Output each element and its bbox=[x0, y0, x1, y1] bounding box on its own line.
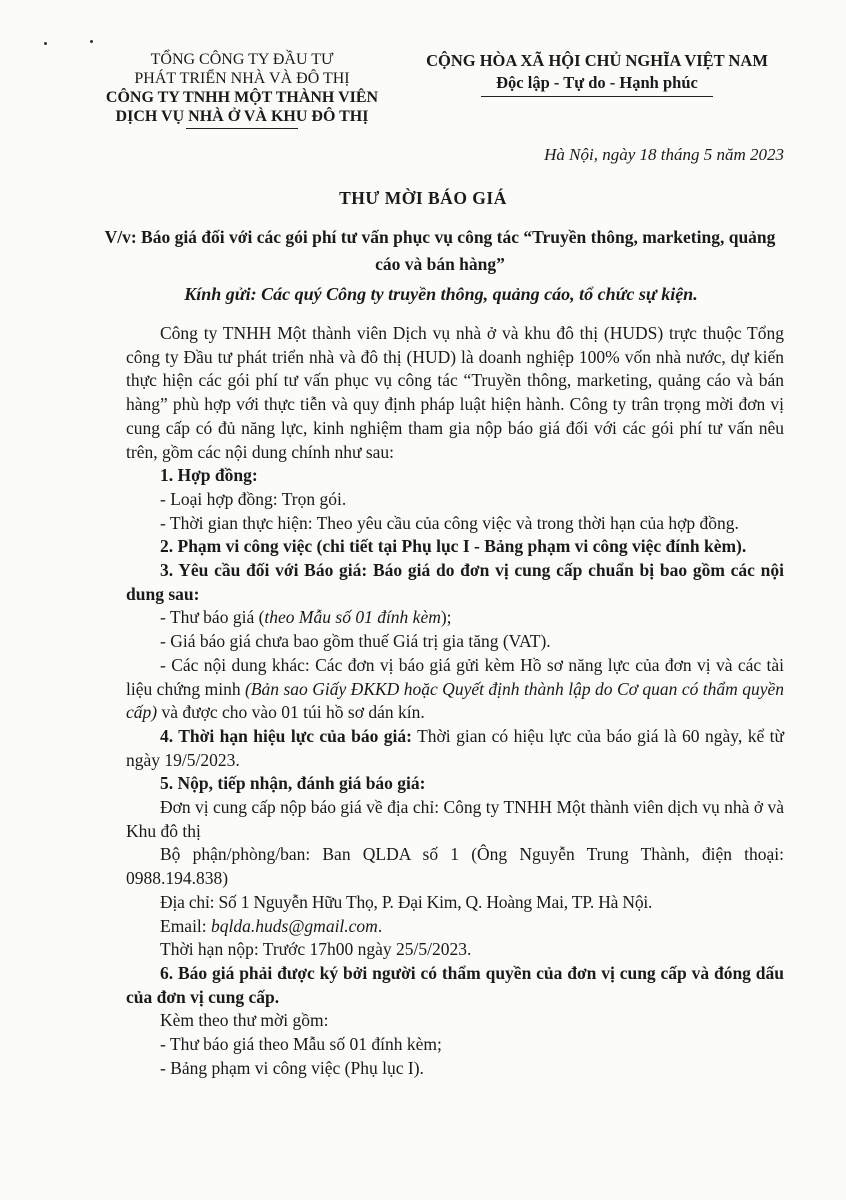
section-3-heading: 3. Yêu cầu đối với Báo giá: Báo giá do đơn vị cung cấp chuẩn bị bao gồm các nội dung sau: bbox=[126, 560, 784, 604]
company-name-line2: DỊCH VỤ NHÀ Ở VÀ KHU ĐÔ THỊ bbox=[115, 108, 369, 125]
section-1-duration: - Thời gian thực hiện: Theo yêu cầu của công việc và trong thời hạn của hợp đồng. bbox=[160, 512, 739, 533]
email-end: . bbox=[377, 915, 383, 936]
section-5-address-intro: Đơn vị cung cấp nộp báo giá về địa chỉ: Công ty TNHH Một thành viên dịch vụ nhà ở và Khu đô thị bbox=[126, 797, 784, 841]
section-3-item-3-italic: (Bản sao Giấy ĐKKD hoặc Quyết định thành lập do Cơ quan có thẩm quyền cấp) bbox=[126, 678, 785, 723]
recipient-line: Kính gửi: Các quý Công ty truyền thông, quảng cáo, tổ chức sự kiện. bbox=[184, 284, 698, 304]
section-3-item-3-text: - Các nội dung khác: Các đơn vị báo giá gửi kèm Hồ sơ năng lực của đơn vị và các tài liệu chứng minh bbox=[126, 654, 784, 699]
document-subject: V/v: Báo giá đối với các gói phí tư vấn phục vụ công tác “Truyền thông, marketing, quảng cáo và bán hàng” bbox=[104, 227, 776, 274]
section-2-heading: 2. Phạm vi công việc (chi tiết tại Phụ lục I - Bảng phạm vi công việc đính kèm). bbox=[160, 536, 747, 557]
company-name-line1: CÔNG TY TNHH MỘT THÀNH VIÊN bbox=[105, 89, 379, 106]
section-3-item-1-text: - Thư báo giá ( bbox=[160, 607, 265, 628]
parent-company-line1: TỔNG CÔNG TY ĐẦU TƯ bbox=[150, 51, 334, 68]
document-body bbox=[126, 322, 784, 1081]
intro-paragraph: Công ty TNHH Một thành viên Dịch vụ nhà ở và khu đô thị (HUDS) trực thuộc Tổng công ty Đầu tư phát triển nhà và đô thị (HUD) là doanh nghiệp 100% vốn nhà nước, dự kiến thực hiện các gói phí tư vấn phục vụ công tác “Truyền thông, marketing, quảng cáo và bán hàng” phù hợp với thực tiễn và quy định pháp luật hiện hành. Công ty trân trọng mời đơn vị cung cấp có đủ năng lực, kinh nghiệm tham gia nộp báo giá đối với các gói phí tư vấn nêu trên, gồm các nội dung chính như sau: bbox=[126, 323, 784, 462]
section-4-text: Thời gian có hiệu lực của báo giá là 60 ngày, kể từ ngày 19/5/2023. bbox=[126, 725, 784, 770]
section-3-item-2: - Giá báo giá chưa bao gồm thuế Giá trị gia tăng (VAT). bbox=[160, 631, 551, 652]
parent-company-line2: PHÁT TRIỂN NHÀ VÀ ĐÔ THỊ bbox=[134, 70, 350, 87]
section-5-address: Địa chỉ: Số 1 Nguyễn Hữu Thọ, P. Đại Kim, Q. Hoàng Mai, TP. Hà Nội. bbox=[160, 891, 653, 912]
section-1-contract-type: - Loại hợp đồng: Trọn gói. bbox=[160, 488, 347, 509]
email-address: bqlda.huds@gmail.com bbox=[211, 915, 378, 936]
section-5-department: Bộ phận/phòng/ban: Ban QLDA số 1 (Ông Nguyễn Trung Thành, điện thoại: 0988.194.838) bbox=[126, 844, 784, 889]
email-label: Email: bbox=[160, 915, 212, 936]
national-title: CỘNG HÒA XÃ HỘI CHỦ NGHĨA VIỆT NAM bbox=[426, 51, 768, 70]
section-6-heading: 6. Báo giá phải được ký bởi người có thẩm quyền của đơn vị cung cấp và đóng dấu của đơn vị cung cấp. bbox=[126, 962, 784, 1007]
section-4 bbox=[126, 725, 784, 772]
attachments-label: Kèm theo thư mời gồm: bbox=[160, 1010, 329, 1031]
section-3-item-3 bbox=[126, 654, 784, 725]
section-3-item-1 bbox=[126, 606, 784, 630]
section-5-heading: 5. Nộp, tiếp nhận, đánh giá báo giá: bbox=[160, 773, 426, 794]
section-5-email bbox=[126, 915, 784, 939]
attachment-2: - Bảng phạm vi công việc (Phụ lục I). bbox=[160, 1057, 424, 1078]
national-motto: Độc lập - Tự do - Hạnh phúc bbox=[496, 73, 698, 92]
document-title: THƯ MỜI BÁO GIÁ bbox=[339, 188, 507, 208]
section-4-heading: 4. Thời hạn hiệu lực của báo giá: bbox=[160, 725, 412, 746]
organization-header bbox=[92, 50, 392, 129]
document-date: Hà Nội, ngày 18 tháng 5 năm 2023 bbox=[544, 145, 784, 164]
section-5-deadline: Thời hạn nộp: Trước 17h00 ngày 25/5/2023. bbox=[160, 939, 472, 960]
attachment-1: - Thư báo giá theo Mẫu số 01 đính kèm; bbox=[160, 1034, 442, 1055]
section-1-heading: 1. Hợp đồng: bbox=[160, 465, 258, 486]
header-left-underline bbox=[186, 128, 298, 129]
national-header bbox=[406, 50, 788, 97]
section-3-item-3-end: và được cho vào 01 túi hồ sơ dán kín. bbox=[157, 702, 425, 723]
header-right-underline bbox=[481, 96, 713, 97]
section-3-item-1-italic: theo Mẫu số 01 đính kèm bbox=[264, 607, 441, 628]
section-3-item-1-end: ); bbox=[440, 607, 452, 628]
